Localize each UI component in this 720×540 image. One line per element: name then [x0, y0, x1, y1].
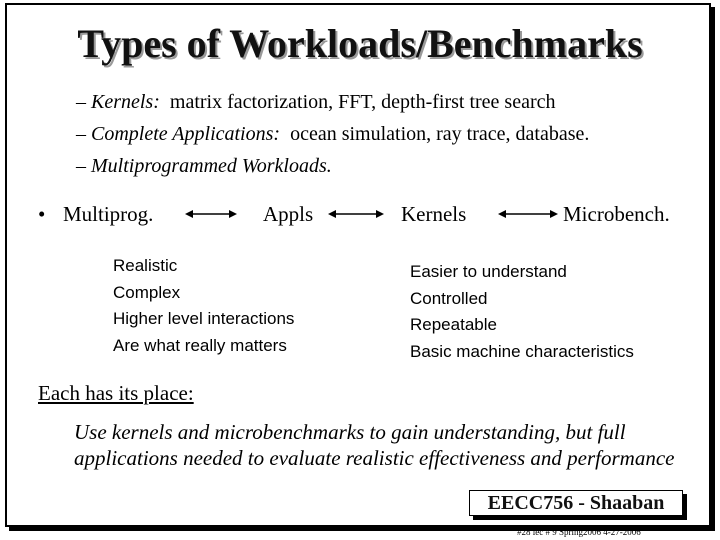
bullet-multiprogrammed [76, 155, 332, 178]
badge-label: EECC756 - Shaaban [469, 490, 683, 516]
spectrum-kernels: Kernels [401, 202, 467, 226]
bullet-term: Complete Applications: [91, 123, 281, 145]
slide-title: Types of Workloads/Benchmarks [77, 21, 643, 66]
double-arrow-icon [328, 208, 384, 220]
bullet-term: Kernels: [91, 91, 160, 113]
bullet-term: Multiprogrammed Workloads. [91, 155, 332, 177]
spectrum-microbench: Microbench. [563, 202, 670, 226]
list-item: Realistic [113, 256, 178, 275]
spectrum-multiprog: Multiprog. [63, 202, 154, 226]
spectrum-bullet: • [38, 202, 46, 226]
list-item: Easier to understand [410, 262, 567, 281]
bullet-text: matrix factorization, FFT, depth-first tree search [169, 91, 556, 113]
double-arrow-icon [185, 208, 237, 220]
bullet-kernels [76, 91, 556, 114]
dash: – [76, 123, 91, 145]
dash: – [76, 155, 91, 177]
list-item: Basic machine characteristics [410, 341, 634, 361]
applications-traits [113, 253, 294, 359]
kernels-traits [410, 259, 634, 365]
list-item: Repeatable [410, 315, 497, 334]
list-item: Complex [113, 282, 181, 302]
spectrum-appls: Appls [263, 202, 314, 226]
slide-footer: #28 lec # 9 Spring2006 4-27-2006 [517, 527, 641, 537]
bullet-text: ocean simulation, ray trace, database. [290, 123, 590, 145]
list-item: Are what really matters [113, 335, 287, 355]
dash: – [76, 91, 91, 113]
list-item: Controlled [410, 288, 488, 308]
section-heading: Each has its place: [38, 381, 194, 405]
conclusion-text: Use kernels and microbenchmarks to gain understanding, but full applications needed to evaluate realistic effectiveness and performance [74, 420, 675, 470]
bullet-complete-applications [76, 123, 589, 146]
list-item: Higher level interactions [113, 309, 295, 328]
workload-spectrum [0, 202, 720, 228]
course-badge [469, 490, 687, 520]
double-arrow-icon [498, 208, 558, 220]
